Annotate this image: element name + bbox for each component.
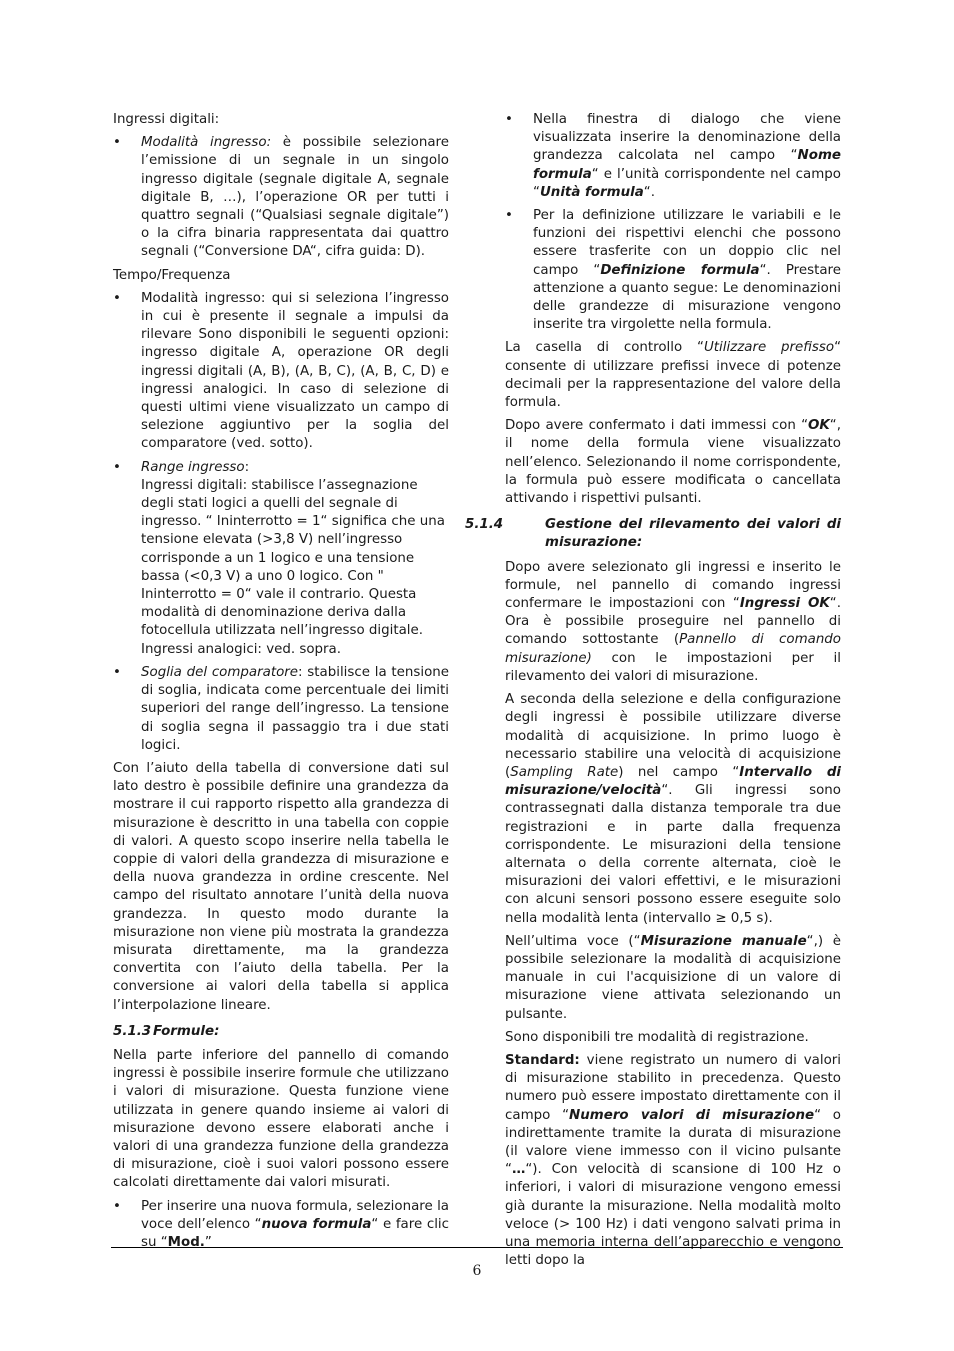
modalita-registrazione-paragraph: Sono disponibili tre modalità di registrazione. <box>505 1029 809 1045</box>
soglia-text: : stabilisce la tensione di soglia, indicata come percentuale dei limiti superiori del range dell’ingresso. La tensione di soglia segna il passaggio tra i due stati logici. <box>141 664 450 753</box>
b2-end: “. Prestare attenzione a quanto segue: Le denominazioni delle grandezze di misurazione vengono inserite tra virgolette nella formula. <box>533 262 842 333</box>
pannello-misurazione-label: Pannello di comando misurazione) <box>505 632 841 666</box>
bullet-icon: • <box>505 208 513 224</box>
standard-label: Standard: <box>505 1052 580 1068</box>
ok-end: “, il nome della formula viene visualizzato nell’elenco. Selezionando il nome corrispondente, la formula può essere modificata o cancellata attivando i rispettivi pulsanti. <box>505 418 841 507</box>
list-item <box>113 134 449 261</box>
range-label: Range ingresso <box>141 459 245 475</box>
ellipsis-button-label: … <box>511 1162 526 1178</box>
modalita-label: Modalità ingresso: <box>141 135 272 151</box>
numero-valori-label: Numero valori di misurazione <box>569 1107 815 1123</box>
ingressi-ok-paragraph <box>505 559 841 686</box>
unita-formula-label: Unità formula <box>539 184 644 200</box>
standard-paragraph <box>505 1052 841 1270</box>
p1-end: con le impostazioni per il rilevamento dei valori di misurazione. <box>505 650 841 684</box>
p3-pre: Nell’ultima voce (“ <box>505 933 641 949</box>
section-heading-514 <box>465 516 841 552</box>
right-column <box>465 111 842 1275</box>
nuova-end: ” <box>204 1234 212 1250</box>
p3-end: “,) è possibile selezionare la modalità di acquisizione manuale in cui l'acquisizione di un valore di misurazione viene attivata selezionando un pulsante. <box>505 933 841 1022</box>
heading-number: 5.1.4 <box>465 517 504 533</box>
formule-list <box>113 1198 449 1253</box>
acquisizione-paragraph <box>505 691 841 928</box>
footer-divider <box>111 1247 843 1248</box>
p1-mid: “. Ora è possibile proseguire nel pannello di comando sottostante ( <box>505 596 841 648</box>
b1-end: “. <box>643 184 655 200</box>
bullet-icon: • <box>113 664 121 680</box>
heading-text: Formule: <box>153 1023 220 1039</box>
section-heading-513 <box>113 1023 449 1041</box>
ok-paragraph <box>505 417 841 508</box>
p5-pre: viene registrato un numero di valori di misurazione stabilito in precedenza. Questo numero può essere impostato direttamente con il campo “ <box>505 1052 841 1123</box>
range-text: Ingressi digitali: stabilisce l’assegnazione degli stati logici a quelli del segnale di ingresso. “ Ininterrotto = 1“ significa che una tensione elevata (>3,8 V) nell’ingresso corrisponde a un 1 logico e una tensione bassa (<0,3 V) a uno 0 logico. Con " Ininterrotto = 0“ vale il contrario. Questa modalità di denominazione deriva dalla fotocellula utilizzata nell’ingresso digitale. <box>141 477 445 639</box>
mod-label: Mod. <box>167 1234 205 1250</box>
list-item <box>505 111 841 202</box>
tempo-title: Tempo/Frequenza <box>113 267 231 283</box>
p1-pre: Dopo avere selezionato gli ingressi e inserito le formule, nel pannello di comando ingressi confermare le impostazioni con “ <box>505 559 841 612</box>
bullet-icon: • <box>113 290 121 306</box>
ingressi-digitali-list <box>113 134 449 261</box>
ingressi-ok-label: Ingressi OK <box>739 596 830 612</box>
bullet-icon: • <box>113 459 121 475</box>
heading-number: 5.1.3 <box>113 1023 152 1039</box>
tempo-bullet-text: Modalità ingresso: qui si seleziona l’ingresso in cui è presente il segnale a impulsi da rilevare Sono disponibili le seguenti opzioni: ingresso digitale A, operazione OR degli ingressi digitali (A, B), (A, B, C), (A, B, C, D) e ingressi analogici. In caso di selezione di questi ultimi viene visualizzato un campo di selezione aggiuntivo per la soglia del comparatore (ved. sotto). <box>141 290 449 452</box>
b1-pre: Nella finestra di dialogo che viene visualizzata inserire la denominazione della grandezza calcolata nel campo “ <box>533 112 841 164</box>
bullet-icon: • <box>505 112 513 127</box>
p2-mid: ) nel campo “ <box>618 764 740 780</box>
page-number: 6 <box>472 1263 482 1279</box>
heading-text: Gestione del rilevamento dei valori di misurazione: <box>545 517 841 551</box>
list-item <box>113 290 449 454</box>
prefisso-pre: La casella di controllo “ <box>505 340 704 356</box>
list-item <box>113 1198 449 1253</box>
p2-end: “. Gli ingressi sono contrassegnati dalla distanza temporale tra due registrazioni e in parte dalla frequenza corrispondente. Le misurazioni della tensione alternata o della corrente alternata, cioè le misurazioni dei valori effettivi, e le misurazioni con alcuni sensori possono essere eseguite solo nella modalità lenta (intervallo ≥ 0,5 s). <box>505 783 841 926</box>
nuova-formula-label: nuova formula <box>261 1216 372 1232</box>
p2-pre: A seconda della selezione e della configurazione degli ingressi è possibile utilizzare diverse modalità di acquisizione. In primo luogo è necessario stabilire una velocità di acquisizione ( <box>505 692 841 780</box>
range-analog-text: Ingressi analogici: ved. sopra. <box>141 641 342 657</box>
range-colon: : <box>244 459 250 475</box>
modalita-text: è possibile selezionare l’emissione di un segnale in un singolo ingresso digitale (segnale digitale A, segnale digitale B, …), l’operazione OR per tutti i quattro segnali (“Qualsiasi segnale digitale”) o la cifra binaria rappresentata dai quattro segnali (“Conversione DA“, cifra guida: D). <box>141 135 450 260</box>
list-item <box>505 207 841 334</box>
intervallo-label: Intervallo di misurazione/velocità <box>505 764 841 799</box>
ok-label: OK <box>808 418 830 434</box>
list-item <box>113 459 449 659</box>
bullet-icon: • <box>113 1198 121 1214</box>
prefisso-end: “ consente di utilizzare prefissi invece di potenze decimali per la rappresentazione del valore della formula. <box>505 340 842 411</box>
list-item <box>113 664 449 755</box>
prefisso-paragraph <box>505 339 841 412</box>
b2-pre: Per la definizione utilizzare le variabili e le funzioni dei rispettivi elenchi che possono essere trasferite con un doppio clic nel campo “ <box>533 208 841 278</box>
manuale-paragraph <box>505 933 841 1024</box>
formula-dialog-list <box>505 111 841 334</box>
misurazione-manuale-label: Misurazione manuale <box>640 933 807 949</box>
definizione-formula-label: Definizione formula <box>600 262 760 278</box>
left-column <box>113 111 449 1257</box>
utilizzare-prefisso-label: Utilizzare prefisso <box>703 340 835 356</box>
tempo-list <box>113 290 449 755</box>
p5-end: “). Con velocità di scansione di 100 Hz o inferiori, i valori di misurazione vengono emessi già durante la misurazione. Nella modalità molto veloce (> 100 Hz) i dati vengono salvati prima in una memoria interna dell’apparecchio e vengono letti dopo la <box>505 1162 841 1269</box>
bullet-icon: • <box>113 135 121 151</box>
b1-mid: “ e l’unità corrispondente nel campo “ <box>533 166 841 200</box>
nuova-pre: Per inserire una nuova formula, selezionare la voce dell’elenco “ <box>141 1198 449 1232</box>
conversione-paragraph: Con l’aiuto della tabella di conversione dati sul lato destro è possibile definire una grandezza da mostrare il cui rapporto rispetto alla grandezza di misurazione è descritto in una tabella con coppie di valori. A questo scopo inserire nella tabella le coppie di valori della grandezza di misurazione e della nuova grandezza in ordine crescente. Nel campo del risultato annotare l’unità della nuova grandezza. In questo modo durante la misurazione non viene più mostrata la grandezza misurata direttamente, ma la grandezza convertita con l’aiuto della tabella. Per la conversione ai valori della tabella si applica l’interpolazione lineare. <box>113 760 449 1013</box>
p5-mid: “ o indirettamente tramite la durata di misurazione (il valore viene immesso con il vicino pulsante “ <box>505 1107 841 1178</box>
nuova-mid: “ e fare clic su “ <box>141 1216 450 1250</box>
nome-formula-label: Nome formula <box>533 148 841 182</box>
sampling-rate-label: Sampling Rate <box>510 764 619 780</box>
ok-pre: Dopo avere confermato i dati immessi con “ <box>505 418 809 434</box>
ingressi-digitali-title: Ingressi digitali: <box>113 112 220 127</box>
soglia-label: Soglia del comparatore <box>141 664 299 680</box>
formule-paragraph: Nella parte inferiore del pannello di comando ingressi è possibile inserire formule che utilizzano i valori di misurazione. Questa funzione viene utilizzata in genere quando insieme ai valori di misurazione devono essere elaborati anche i valori di una grandezza funzione della grandezza di misurazione, cioè i suoi valori possono essere calcolati direttamente dai valori misurati. <box>113 1047 449 1191</box>
